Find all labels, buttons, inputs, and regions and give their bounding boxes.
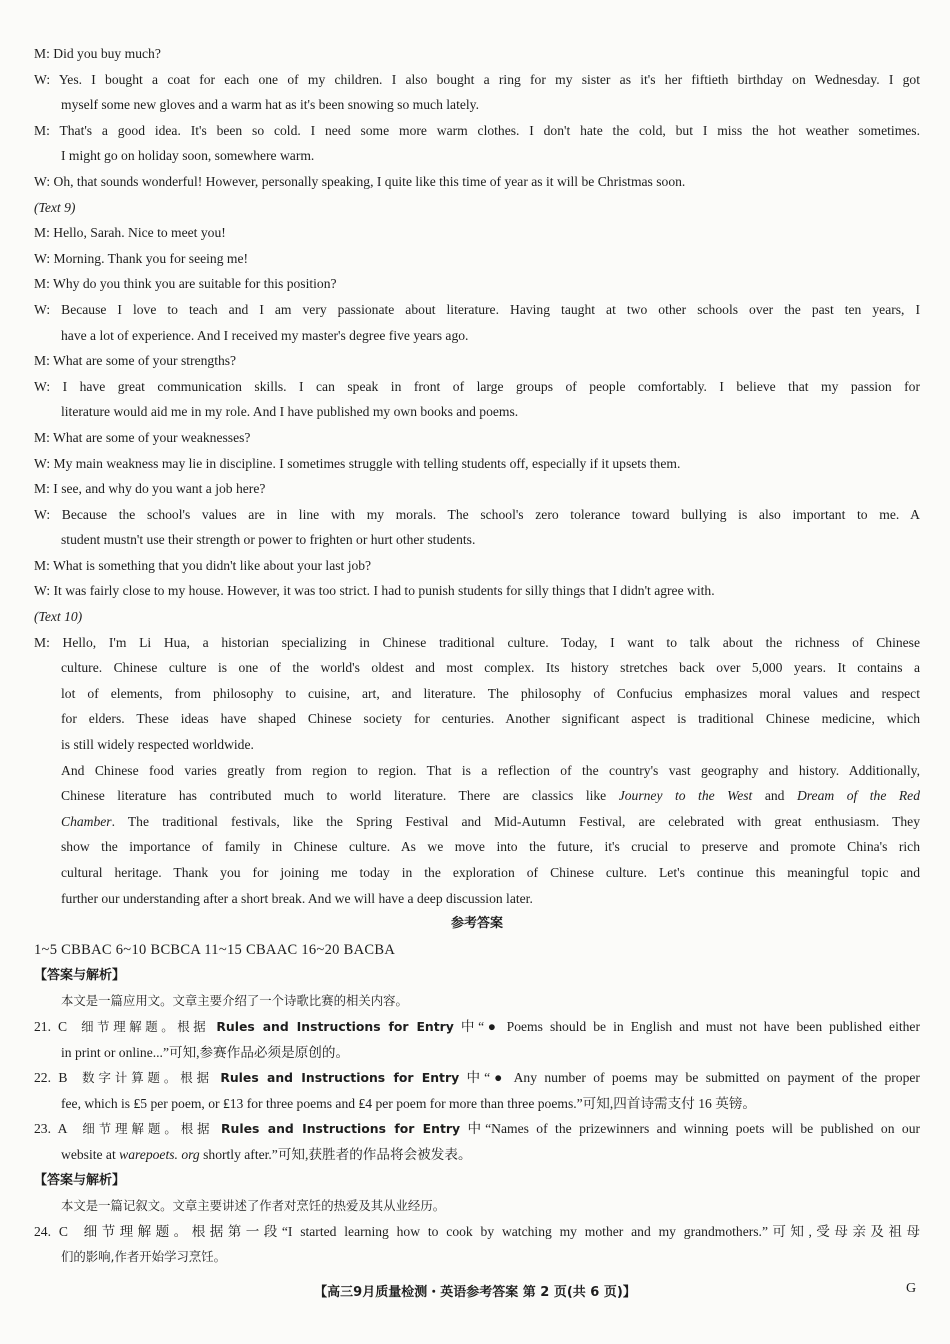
analysis-intro: 本文是一篇应用文。文章主要介绍了一个诗歌比赛的相关内容。: [61, 993, 408, 1009]
text10-label: (Text 10): [34, 609, 83, 625]
question-number: 21. C: [34, 1018, 68, 1034]
dialogue-line: M: Did you buy much?: [34, 46, 161, 61]
monologue-line-cont: culture. Chinese culture is one of the world's oldest and most complex. Its history stretches back over 5,000 years. It contains a: [61, 660, 920, 676]
monologue-line-cont: for elders. These ideas have shaped Chinese society for centuries. Another significant aspect is traditional Chinese medicine, which: [61, 711, 920, 727]
dialogue-line: W: Yes. I bought a coat for each one of my children. I also bought a ring for my sister as it's her fiftieth birthday on Wednesday. I got: [34, 71, 920, 87]
question-number: 23. A: [34, 1121, 68, 1137]
book-title: Journey to the West: [618, 788, 753, 804]
monologue-line-cont: cultural heritage. Thank you for joining me today in the exploration of Chinese culture. Let's continue this meaningful topic and: [61, 865, 920, 880]
monologue-line-cont: is still widely respected worldwide.: [61, 737, 254, 753]
dialogue-line: W: Oh, that sounds wonderful! However, personally speaking, I quite like this time of year as it will be Christmas soon.: [34, 173, 686, 189]
dialogue-line: W: My main weakness may lie in discipline. I sometimes struggle with telling students off, especially if it upsets them.: [34, 455, 681, 471]
text9-label: (Text 9): [34, 199, 76, 215]
monologue-line: M: Hello, I'm Li Hua, a historian specializing in Chinese traditional culture. Today, I want to talk about the richness of Chinese: [34, 634, 920, 650]
dialogue-line: M: What are some of your weaknesses?: [34, 429, 251, 445]
analysis-heading: 【答案与解析】: [34, 1172, 126, 1188]
question-number: 22. B: [34, 1070, 68, 1086]
text-segment: . The traditional festivals, like the Spring Festival and Mid-Autumn Festival, are celebrated with great enthusiasm. They: [111, 813, 920, 829]
book-title: Chamber: [61, 813, 112, 829]
monologue-line-cont: further our understanding after a short break. And we will have a deep discussion later.: [61, 890, 533, 906]
monologue-line-cont: [34, 783, 920, 809]
analysis-item-21: [34, 1014, 920, 1040]
page-content: [34, 41, 920, 1270]
paper-code: G: [906, 1281, 917, 1296]
monologue-line-cont: show the importance of family in Chinese culture. As we move into the future, it's crucial to preserve and promote China's rich: [61, 839, 920, 855]
section-ref: Rules and Instructions for Entry: [216, 1018, 454, 1034]
dialogue-line: W: It was fairly close to my house. However, it was too strict. I had to punish students for silly things that I didn't agree with.: [34, 583, 715, 599]
text-segment: shortly after.”可知,获胜者的作品将会被发表。: [199, 1146, 472, 1162]
analysis-item-24: [34, 1219, 920, 1245]
dialogue-line: M: I see, and why do you want a job here?: [34, 481, 266, 497]
dialogue-line: M: Why do you think you are suitable for this position?: [34, 276, 337, 292]
dialogue-line: W: I have great communication skills. I can speak in front of large groups of people comfortably. I believe that my passion for: [34, 378, 920, 394]
question-number: 24. C: [34, 1223, 68, 1239]
quote-text: 中“● Poems should be in English and must not have been published either: [460, 1018, 920, 1034]
analysis-item-23-cont: [34, 1142, 920, 1168]
section-ref: Rules and Instructions for Entry: [220, 1070, 460, 1086]
question-type: 细节理解题。根据: [81, 1018, 210, 1034]
dialogue-line-cont: literature would aid me in my role. And I have published my own books and poems.: [61, 404, 519, 420]
analysis-item-24-cont: 们的影响,作者开始学习烹饪。: [61, 1249, 227, 1265]
dialogue-line: M: That's a good idea. It's been so cold. I need some more warm clothes. I don't hate the cold, but I miss the hot weather sometimes.: [34, 122, 920, 138]
analysis-item-22-cont: fee, which is ₤5 per poem, or ₤13 for three poems and ₤4 per poem for more than three poems.”可知,四首诗需支付 16 英镑。: [61, 1095, 756, 1111]
monologue-line-cont: [34, 809, 920, 835]
website-link: warepoets. org: [119, 1146, 200, 1162]
dialogue-line-cont: have a lot of experience. And I received my master's degree five years ago.: [61, 327, 469, 343]
quote-text: 中“● Any number of poems may be submitted on payment of the proper: [466, 1070, 920, 1086]
text-segment: website at: [61, 1146, 120, 1162]
text-segment: and: [752, 788, 797, 804]
page-footer: 【高三9月质量检测・英语参考答案 第 2 页(共 6 页)】: [314, 1285, 636, 1300]
dialogue-line: M: What are some of your strengths?: [34, 353, 237, 369]
analysis-item-21-cont: in print or online...”可知,参赛作品必须是原创的。: [61, 1044, 350, 1060]
dialogue-line-cont: myself some new gloves and a warm hat as it's been snowing so much lately.: [61, 97, 479, 113]
dialogue-line-cont: I might go on holiday soon, somewhere warm.: [61, 148, 315, 164]
question-type: 数字计算题。根据: [82, 1070, 213, 1086]
answers-title: 参考答案: [450, 916, 503, 932]
dialogue-line: W: Morning. Thank you for seeing me!: [34, 250, 249, 266]
analysis-heading: 【答案与解析】: [34, 967, 126, 983]
analysis-text: 细节理解题。根据第一段“I started learning how to cook by watching my mother and my grandmothers.”可知,受母亲及祖母: [83, 1223, 920, 1239]
quote-text: 中“Names of the prizewinners and winning poets will be published on our: [467, 1121, 920, 1137]
dialogue-line-cont: student mustn't use their strength or power to frighten or hurt other students.: [61, 532, 476, 548]
dialogue-line: M: What is something that you didn't like about your last job?: [34, 557, 372, 573]
analysis-item-22: [34, 1065, 920, 1091]
text-segment: Chinese literature has contributed much to world literature. There are classics like: [61, 788, 619, 804]
dialogue-line: M: Hello, Sarah. Nice to meet you!: [34, 225, 226, 241]
book-title: Dream of the Red: [796, 788, 920, 804]
section-ref: Rules and Instructions for Entry: [221, 1121, 461, 1137]
monologue-line-cont: lot of elements, from philosophy to cuisine, art, and literature. The philosophy of Confucius emphasizes moral values and respect: [61, 685, 920, 701]
answer-keys: 1~5 CBBAC 6~10 BCBCA 11~15 CBAAC 16~20 BACBA: [34, 941, 396, 958]
question-type: 细节理解题。根据: [82, 1121, 214, 1137]
monologue-line-cont: And Chinese food varies greatly from region to region. That is a reflection of the country's vast geography and history. Additionally,: [61, 762, 920, 778]
analysis-intro: 本文是一篇记叙文。文章主要讲述了作者对烹饪的热爱及其从业经历。: [61, 1198, 446, 1214]
analysis-item-23: [34, 1116, 920, 1142]
dialogue-line: W: Because the school's values are in line with my morals. The school's zero tolerance toward bullying is also important to me. A: [34, 506, 920, 522]
dialogue-line: W: Because I love to teach and I am very passionate about literature. Having taught at two other schools over the past ten years, I: [34, 301, 920, 317]
